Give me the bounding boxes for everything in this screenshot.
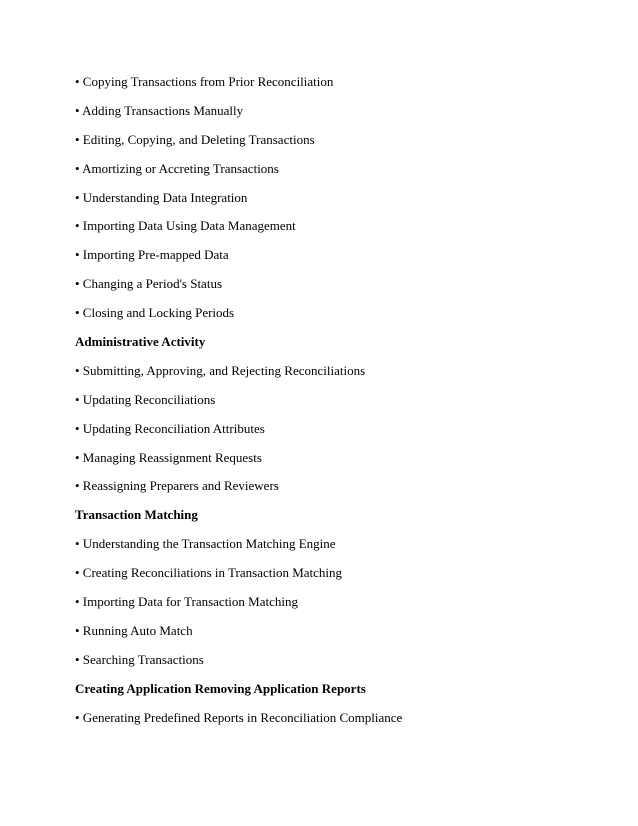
list-item: • Creating Reconciliations in Transaction Matching [75,565,343,581]
list-item: • Importing Pre-mapped Data [75,247,229,263]
list-item: • Running Auto Match [75,622,193,638]
list-item: • Changing a Period's Status [75,276,222,292]
list-item: • Importing Data Using Data Management [75,218,296,234]
section-heading: Administrative Activity [75,334,206,350]
list-item: • Adding Transactions Manually [75,102,244,118]
list-item: • Searching Transactions [75,651,204,667]
list-item: • Generating Predefined Reports in Reconciliation Compliance [75,709,403,725]
list-item: • Understanding Data Integration [75,189,248,205]
list-item: • Submitting, Approving, and Rejecting Reconciliations [75,362,366,378]
list-item: • Editing, Copying, and Deleting Transactions [75,131,315,147]
list-item: • Updating Reconciliation Attributes [75,420,265,436]
list-item: • Importing Data for Transaction Matching [75,594,298,610]
document-page [75,71,615,735]
list-item: • Closing and Locking Periods [75,305,235,321]
section-heading: Transaction Matching [75,507,198,523]
list-item: • Amortizing or Accreting Transactions [75,160,279,176]
list-item: • Managing Reassignment Requests [75,449,262,465]
list-item: • Updating Reconciliations [75,391,216,407]
list-item: • Reassigning Preparers and Reviewers [75,478,279,494]
list-item: • Copying Transactions from Prior Reconciliation [75,74,334,89]
section-heading: Creating Application Removing Application Reports [75,680,366,696]
list-item: • Understanding the Transaction Matching Engine [75,536,336,552]
